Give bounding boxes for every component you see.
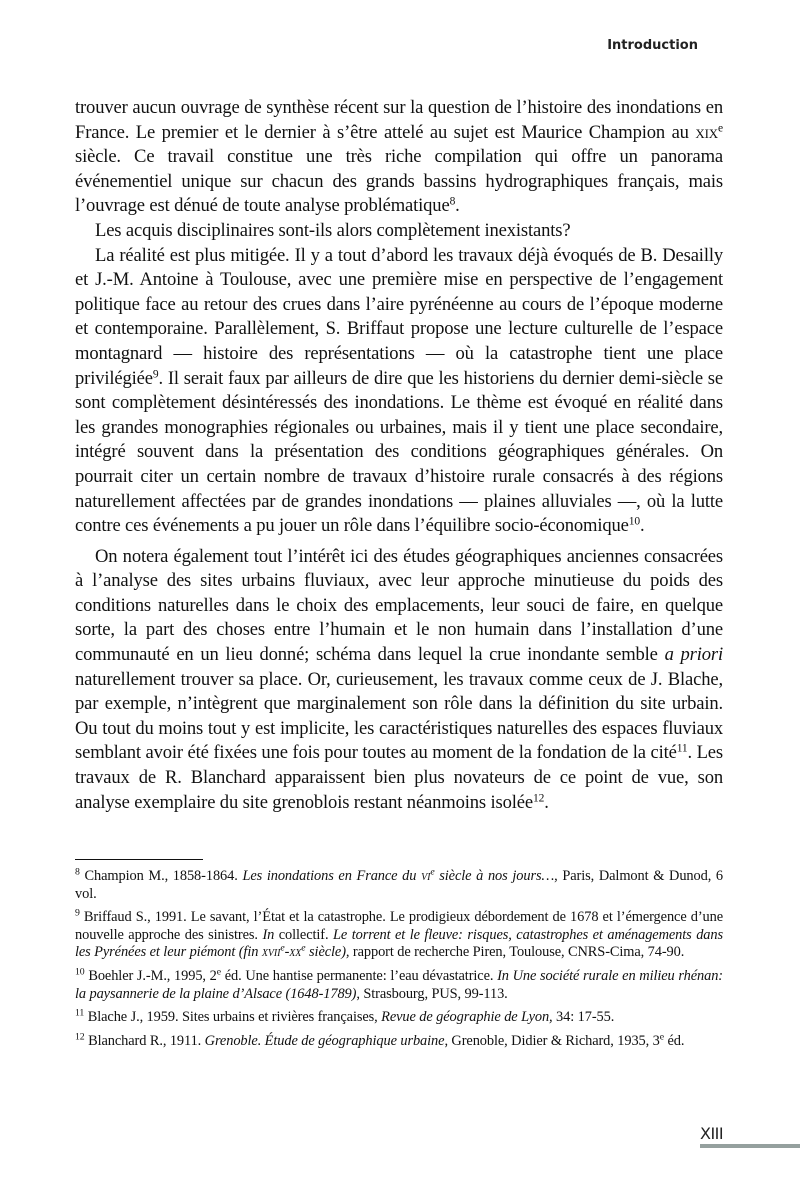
footnote-ref-10[interactable]: 10	[628, 515, 640, 528]
paragraph-2: Les acquis disciplinaires sont-ils alors complètement inexistants?	[95, 219, 571, 241]
footnote-ref-12[interactable]: 12	[533, 792, 545, 805]
running-head: Introduction	[607, 38, 698, 53]
footnote-10: $^{10}$ Boehler J.-M., 1995, 2e éd. Une hantise permanente: l’eau dévastatrice. In Une société rurale en milieu rhénan: la paysannerie de la plaine d’Alsace (1648-1789), Strasbourg, PUS, 99-113.	[75, 966, 723, 1002]
footnote-12: $^{12}$ Blanchard R., 1911. Grenoble. Étude de géographique urbaine, Grenoble, Didier & Richard, 1935, 3e éd.	[75, 1031, 685, 1049]
paragraph-1: trouver aucun ouvrage de synthèse récent sur la question de l’histoire des inondations en France. Le premier et le dernier à s’être attelé au sujet est Maurice Champion au xix$^e$ siècle. Ce travail constitue une très riche compilation qui offre un panorama événementiel unique sur chacun des grands bassins hydrographiques français, mais l’ouvrage est dénué de toute analyse problématique$^8$.	[75, 97, 723, 217]
paragraph-4: On notera également tout l’intérêt ici des études géographiques anciennes consacrées à l’analyse des sites urbains fluviaux, avec leur approche minutieuse du poids des conditions naturelles dans le choix des emplacements, leur souci de faire, en quelque sorte, la part des choses entre l’humain et le non humain dans l’installation d’une communauté en un lieu donné; schéma dans lequel la crue inondante semble a priori naturellement trouver sa place. Or, curieusement, les travaux comme ceux de J. Blache, par exemple, n’intègrent que marginalement son rôle dans la définition du site urbain. Ou tout du moins tout y est implicite, les caractéristiques naturelles des espaces fluviaux semblant avoir été fixées une fois pour toutes au moment de la fondation de la cité$^{11}$. Les travaux de R. Blanchard apparaissent bien plus novateurs de ce point de vue, son analyse exemplaire du site grenoblois restant néanmoins isolée$^{12}$.	[75, 545, 723, 813]
footnote-ref-9[interactable]: 9	[152, 368, 159, 381]
footnote-9: $^9$ Briffaud S., 1991. Le savant, l’État et la catastrophe. Le prodigieux débordement de 1678 et l’émergence d’une nouvelle approche des sinistres. In collectif. Le torrent et le fleuve: risques, catastrophes et aménagements dans les Pyrénées et leur piémont (fin $xvii^e-xx^e$ siècle), rapport de recherche Piren, Toulouse, CNRS-Cima, 74-90.	[75, 907, 723, 961]
footnotes	[75, 868, 723, 1056]
footnote-ref-8[interactable]: 8	[449, 196, 456, 209]
main-text	[75, 96, 723, 815]
century-numeral: xix	[695, 121, 719, 143]
paragraph-3: La réalité est plus mitigée. Il y a tout d’abord les travaux déjà évoqués de B. Desailly et J.-M. Antoine à Toulouse, avec une première mise en perspective de l’engagement politique face au retour des crues dans l’aire pyrénéenne au cours de l’époque moderne et contemporaine. Parallèlement, S. Briffaut propose une lecture culturelle de l’espace montagnard — histoire des représentations — où la catastrophe tient une place privilégiée$^9$. Il serait faux par ailleurs de dire que les historiens du dernier demi-siècle se sont complètement désintéressés des inondations. Le thème est évoqué en réalité dans les grandes monographies régionales ou urbaines, mais il y tient une place secondaire, intégré souvent dans la présentation des conditions géographiques générales. On pourrait citer un certain nombre de travaux d’histoire rurale consacrés à des régions naturellement affectées par de grandes inondations — plaines alluviales —, où la lutte contre ces événements a pu jouer un rôle dans l’équilibre socio-économique$^{10}$.	[75, 244, 723, 537]
footnote-ref-11[interactable]: 11	[676, 743, 688, 756]
footnote-11: $^{11}$ Blache J., 1959. Sites urbains et rivières françaises, Revue de géographie de Lyon, 34: 17-55.	[75, 1007, 615, 1026]
footnote-separator	[75, 859, 203, 860]
page-number: XIII	[700, 1124, 724, 1143]
footnote-8: $^8$ Champion M., 1858-1864. Les inondations en France du $vi^e$ siècle à nos jours…, Paris, Dalmont & Dunod, 6 vol.	[75, 866, 723, 902]
page-number-bar	[700, 1144, 800, 1148]
